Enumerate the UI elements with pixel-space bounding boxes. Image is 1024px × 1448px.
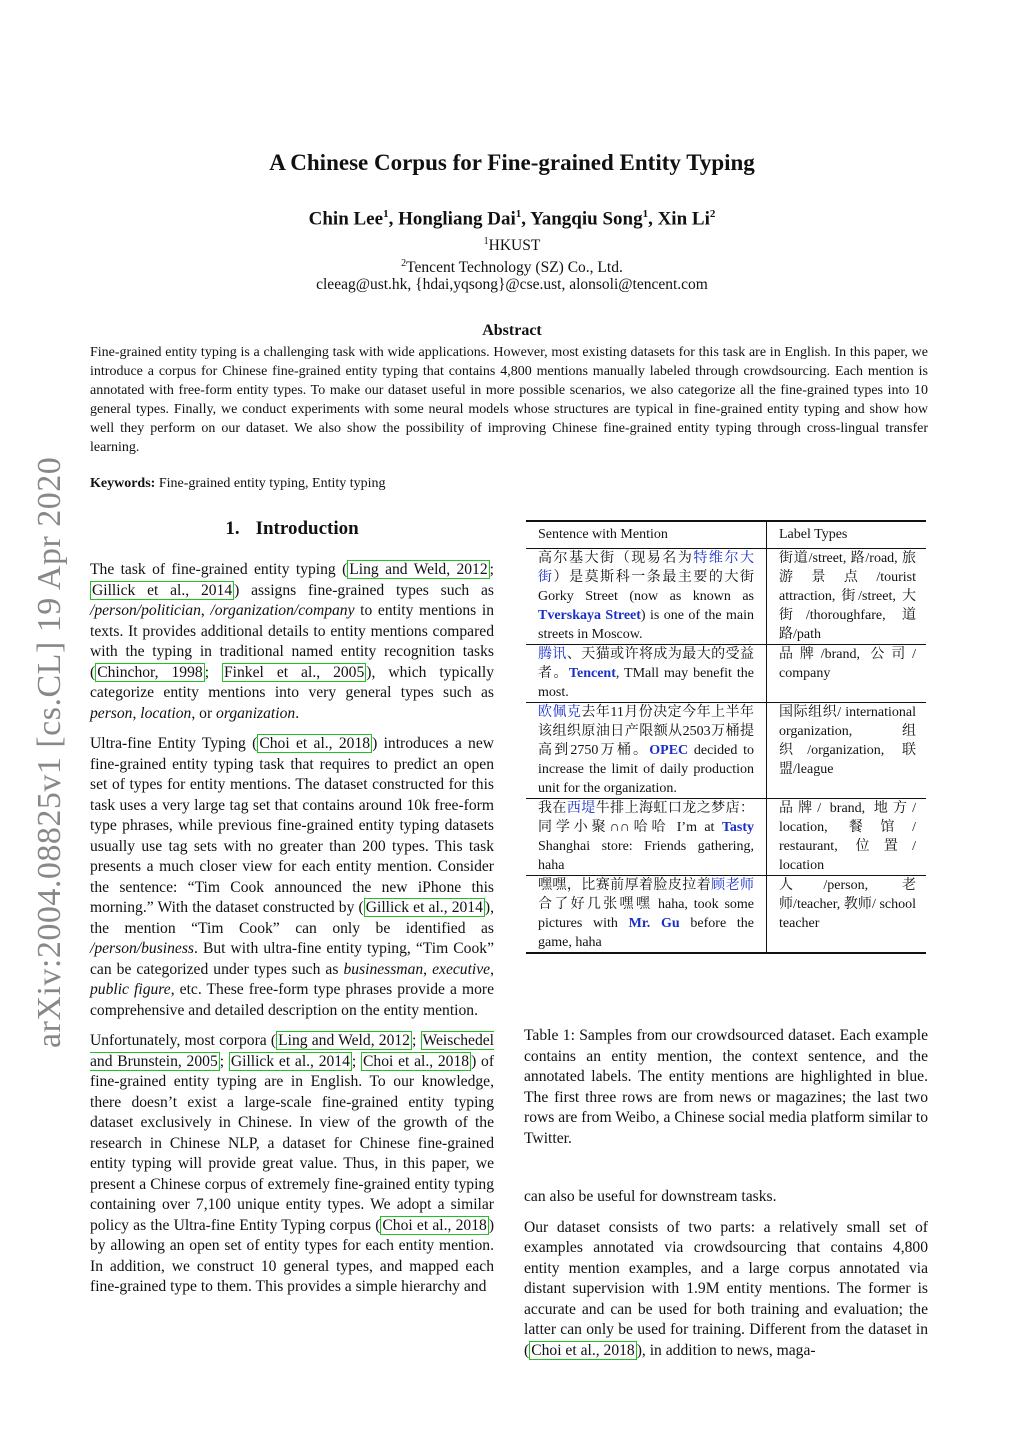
entity-mention: 特维尔大街 <box>538 551 755 585</box>
citation-link[interactable]: Gillick et al., 2014 <box>365 899 483 916</box>
entity-mention: 顾老师 <box>711 878 755 893</box>
entity-mention: 腾讯 <box>538 647 567 662</box>
text-run: . <box>295 704 300 722</box>
citation-link[interactable]: Choi et al., 2018 <box>259 735 371 752</box>
citation-link[interactable]: Gillick et al., 2014 <box>230 1052 350 1070</box>
text-run: ; <box>411 1032 421 1049</box>
labels-cell: 街道/street, 路/road, 旅游景点/tourist attraction, 街/street, 大街/thoroughfare, 道路/path <box>767 549 927 645</box>
entity-mention: 西堤 <box>566 801 596 816</box>
sentence-cell <box>526 703 767 799</box>
arxiv-stamp: arXiv:2004.08825v1 [cs.CL] 19 Apr 2020 <box>31 456 68 1048</box>
author-name: Xin Li <box>657 208 710 230</box>
text-run: ) assigns fine-grained types such as <box>234 581 495 599</box>
affiliation-2: $^2$Tencent Technology (SZ) Co., Ltd. <box>401 258 623 277</box>
sentence-cell <box>526 549 767 645</box>
text-run: ) of fine-grained entity typing are in English. To our knowledge, there doesn’t exist a large-scale fine-grained entity typing dataset exclusively in Chinese. In view of the growth of the research in Chinese NLP, a dataset for Chinese fine-grained entity typing will provide great value. Thus, in this paper, we present a Chinese corpus of extremely fine-grained entity typing containing over 7,100 unique entity types. We adopt a similar policy as the Ultra-fine Entity Typing corpus ( <box>90 1052 495 1234</box>
text-run: ), in addition to news, maga- <box>636 1341 816 1359</box>
column-header: Sentence with Mention <box>526 521 767 549</box>
author-name: Yangqiu Song <box>530 208 643 230</box>
citation-link[interactable]: Choi et al., 2018 <box>363 1052 470 1070</box>
samples-table <box>526 520 926 954</box>
table-header-row <box>526 521 926 549</box>
abstract-text: Fine-grained entity typing is a challenging task with wide applications. However, most existing datasets for this task are in English. In this paper, we introduce a corpus for Chinese fine-grained entity typing that contains 4,800 mentions manually labeled through crowdsourcing. Each mention is annotated with free-form entity types. To make our dataset useful in more possible scenarios, we also categorize all the fine-grained types into 10 general types. Finally, we conduct experiments with some neural models whose structures are typical in fine-grained entity typing and show how well they perform on our dataset. We also show the possibility of improving Chinese fine-grained entity typing through cross-lingual transfer learning. <box>90 345 928 455</box>
text-run: /person/business <box>90 940 194 957</box>
citation-link[interactable]: Finkel et al., 2005 <box>224 663 365 681</box>
text-run: decided to increase the limit of daily production unit for the organization. <box>538 743 754 796</box>
table-caption: Table 1: Samples from our crowdsourced dataset. Each example contains an entity mention, the context sentence, and the annotated labels. The entity mentions are highlighted in blue. The first three rows are from news or magazines; the last two rows are from Weibo, a Chinese social media platform similar to Twitter. <box>524 1027 928 1147</box>
author-name: Hongliang Dai <box>398 208 516 230</box>
citation-link[interactable]: Ling and Weld, 2012 <box>349 561 488 578</box>
text-run: 高尔基大街（现易名为 <box>538 551 694 566</box>
text-run: ) by allowing an open set of entity types for each entity mention. In addition, we construct 10 general types, and mapped each fine-grained type to them. This provides a simple hierarchy and <box>90 1216 495 1295</box>
left-column <box>90 560 494 1308</box>
entity-mention: OPEC <box>649 743 689 758</box>
paragraph <box>90 1031 494 1298</box>
text-run: ), which typically categorize entity mentions into very general types such as <box>90 663 494 701</box>
text-run: 牛排上海虹口龙之梦店：同学小聚∩∩哈哈 I’m at <box>538 801 755 835</box>
abstract-heading: Abstract <box>482 322 542 339</box>
text-run: ; <box>489 561 494 578</box>
text-run: to entity mentions in texts. It provides additional details to entity mentions compared with the typing in traditional named entity recognition tasks ( <box>90 602 494 681</box>
text-run: organization <box>216 704 296 722</box>
sentence-cell <box>526 876 767 954</box>
paragraph <box>524 1218 928 1362</box>
labels-cell: 品牌/brand, 公司/ company <box>767 645 927 703</box>
keywords: Keywords: Fine-grained entity typing, Entity typing <box>90 476 386 491</box>
sentence-cell <box>526 799 767 876</box>
text-run: , or <box>191 704 217 722</box>
text-run: The task of fine-grained entity typing ( <box>90 561 348 578</box>
text-run: Unfortunately, most corpora ( <box>90 1032 277 1049</box>
text-run: ; <box>351 1052 361 1070</box>
text-run: /organization/company <box>210 602 355 619</box>
citation-link[interactable]: Chinchor, 1998 <box>97 663 203 681</box>
paragraph <box>90 560 494 724</box>
entity-mention: Tverskaya Street <box>538 608 641 623</box>
text-run: 、天猫或许将成为最大的受益者。 <box>538 647 755 681</box>
affiliation-1: $^1$HKUST <box>483 236 541 255</box>
text-run: , etc. These free-form type phrases provide a more comprehensive and detailed description on the entity mention. <box>90 981 494 1019</box>
section-heading: 1. Introduction <box>225 518 359 539</box>
text-run: person <box>90 704 133 722</box>
author-emails: cleeag@ust.hk, {hdai,yqsong}@cse.ust, alonsoli@tencent.com <box>316 276 708 293</box>
table-row <box>526 549 926 645</box>
author-name: Chin Lee <box>308 208 384 230</box>
labels-cell: 品牌/ brand, 地方/ location, 餐馆/ restaurant, 位置/ location <box>767 799 927 876</box>
entity-mention: Tasty <box>721 820 754 835</box>
citation-link[interactable]: Weischedel and Brunstein, 2005 <box>90 1032 494 1070</box>
text-run: ）是莫斯科一条最主要的大街Gorky Street (now as known as <box>538 570 755 604</box>
text-run: 合了好几张嘿嘿 haha, took some pictures with <box>538 897 754 931</box>
text-run: Shanghai store: Friends gathering, haha <box>538 839 754 873</box>
sentence-cell <box>526 645 767 703</box>
paragraph <box>524 1187 928 1208</box>
table-row <box>526 799 926 876</box>
labels-cell: 人/person, 老师/teacher, 教师/ school teacher <box>767 876 927 954</box>
text-run: executive <box>432 960 491 978</box>
text-run: Ultra-fine Entity Typing ( <box>90 735 258 752</box>
right-column <box>524 1187 928 1371</box>
author-list: Chin Lee$^1$, Hongliang Dai$^1$, Yangqiu Song$^1$, Xin Li$^2$ <box>308 208 716 230</box>
text-run: /person/politician <box>90 602 201 619</box>
text-run: public figure <box>90 981 171 998</box>
text-run: before the game, haha <box>538 916 754 950</box>
text-run: ; <box>204 663 222 681</box>
text-run: 嘿嘿，比赛前厚着脸皮拉着 <box>538 878 712 893</box>
entity-mention: Mr. Gu <box>628 916 680 931</box>
text-run: ) introduces a new fine-grained entity typing task that requires to predict an open set of types for entity mentions. The dataset constructed for this task uses a very large tag set that contains around 10k free-form type phrases, while previous fine-grained entity typing datasets usually use tag sets with no greater than 200 types. This task presents a much closer view for each entity mention. Consider the sentence: “Tim Cook announced the new iPhone this morning.” With the dataset constructed by ( <box>90 735 495 916</box>
text-run: 我在 <box>538 801 567 816</box>
table-row <box>526 645 926 703</box>
paragraph <box>90 734 494 1021</box>
citation-link[interactable]: Ling and Weld, 2012 <box>278 1032 410 1049</box>
text-run: can also be useful for downstream tasks. <box>524 1188 777 1205</box>
text-run: , TMall may benefit the most. <box>538 666 754 700</box>
text-run: businessman <box>343 960 424 978</box>
text-run: , <box>132 704 141 722</box>
text-run: , <box>200 602 211 619</box>
text-run: ; <box>219 1052 229 1070</box>
citation-link[interactable]: Choi et al., 2018 <box>382 1216 487 1234</box>
text-run: , <box>490 960 495 978</box>
column-header: Label Types <box>767 521 927 549</box>
table-row <box>526 703 926 799</box>
text-run: . But with ultra-fine entity typing, “Tim Cook” can be categorized under types such as <box>90 940 494 978</box>
labels-cell: 国际组织/ international organization, 组织/organization, 联盟/league <box>767 703 927 799</box>
table-row <box>526 876 926 954</box>
entity-mention: 欧佩克 <box>538 705 582 720</box>
entity-mention: Tencent <box>568 666 616 681</box>
text-run: location <box>140 704 192 722</box>
text-run: Our dataset consists of two parts: a relatively small set of examples annotated via crowdsourcing that contains 4,800 entity mention examples, and a large corpus annotated via distant supervision with 1.9M entity mentions. The former is accurate and can be used for both training and evaluation; the latter can only be used for training. Different from the dataset in ( <box>524 1218 928 1359</box>
text-run: ), the mention “Tim Cook” can only be identified as <box>90 899 494 937</box>
paper-title: A Chinese Corpus for Fine-grained Entity Typing <box>269 150 755 175</box>
text-run: 去年11月份决定今年上半年该组织原油日产限额从2503万桶提高到2750万桶。 <box>538 705 755 758</box>
citation-link[interactable]: Gillick et al., 2014 <box>92 581 233 599</box>
text-run: ) is one of the main streets in Moscow. <box>538 608 754 642</box>
text-run: , <box>423 960 433 978</box>
citation-link[interactable]: Choi et al., 2018 <box>531 1341 635 1359</box>
